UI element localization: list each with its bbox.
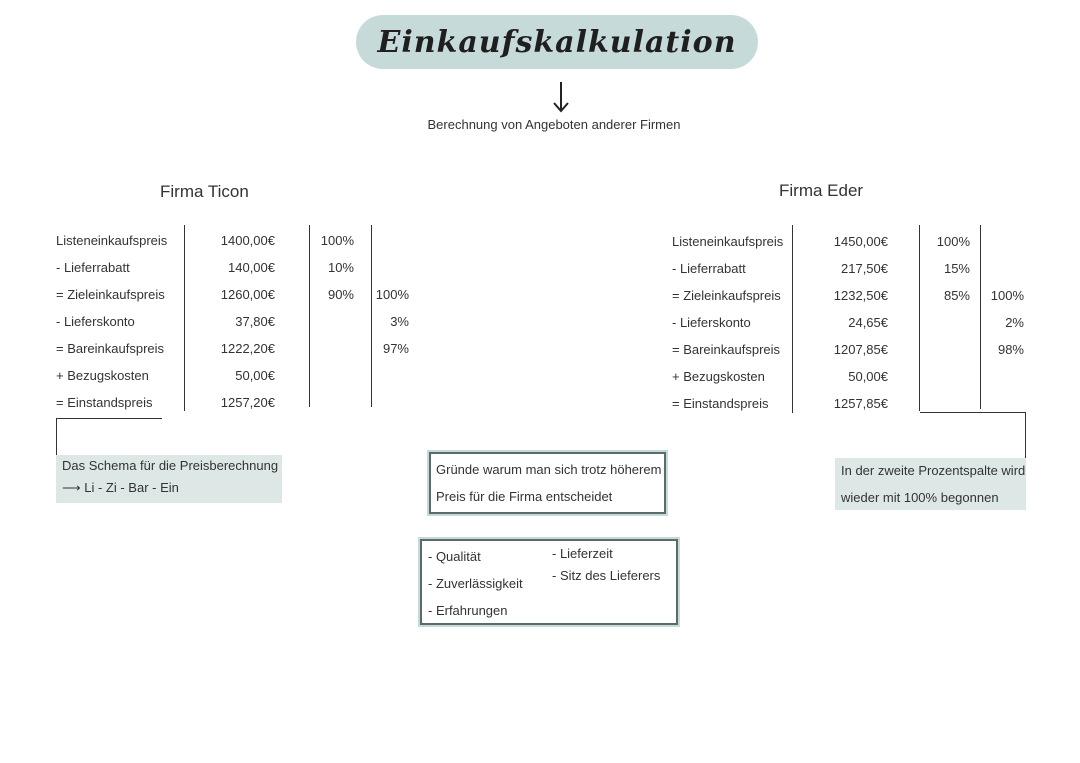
row-label: = Einstandspreis: [56, 395, 153, 410]
row-percent: 15%: [943, 261, 970, 276]
row-percent: [926, 336, 970, 363]
row-percent: [312, 308, 354, 335]
page-title: Einkaufskalkulation: [377, 24, 737, 60]
row-label: + Bezugskosten: [56, 368, 149, 383]
row-label: = Zieleinkaufspreis: [56, 287, 165, 302]
title-banner: [356, 15, 758, 69]
ticon-pct2: [372, 227, 409, 416]
row-percent: [372, 362, 409, 389]
row-label: = Bareinkaufspreis: [56, 341, 165, 356]
ticon-pct1: [312, 227, 354, 416]
row-label: Listeneinkaufspreis: [56, 233, 168, 248]
connector-line: [56, 418, 162, 419]
eder-amounts: [800, 228, 888, 417]
reasons-heading-line: Preis für die Firma entscheidet: [436, 489, 613, 504]
ticon-labels: [56, 227, 186, 416]
note-second-percent: [835, 458, 1026, 510]
row-amount: 1232,50€: [833, 288, 888, 303]
row-amount: 217,50€: [841, 261, 888, 276]
row-percent: 85%: [943, 288, 970, 303]
row-percent: [372, 389, 409, 416]
row-percent: 98%: [997, 342, 1024, 357]
list-item: - Sitz des Lieferers: [552, 568, 661, 583]
eder-pct2: [986, 228, 1024, 417]
row-amount: 1222,20€: [220, 341, 275, 356]
row-label: = Bareinkaufspreis: [672, 342, 781, 357]
ticon-amounts: [192, 227, 275, 416]
row-percent: [986, 363, 1024, 390]
list-item: - Qualität: [428, 549, 481, 564]
note-line: Das Schema für die Preisberechnung: [62, 458, 279, 473]
row-label: Listeneinkaufspreis: [672, 234, 784, 249]
row-label: - Lieferskonto: [672, 315, 751, 330]
row-percent: 10%: [327, 260, 354, 275]
reasons-list-left: [428, 543, 523, 624]
row-percent: 3%: [390, 314, 409, 329]
note-line: ⟶ Li - Zi - Bar - Ein: [62, 480, 179, 495]
table-divider: [792, 225, 793, 413]
row-amount: 1257,20€: [220, 395, 275, 410]
row-percent: [372, 254, 409, 281]
row-amount: 1207,85€: [833, 342, 888, 357]
reasons-heading-line: Gründe warum man sich trotz höherem: [436, 462, 662, 477]
list-item: - Lieferzeit: [552, 546, 613, 561]
reasons-list-box: [420, 539, 678, 625]
row-amount: 24,65€: [848, 315, 888, 330]
firm-eder-title: Firma Eder: [779, 181, 864, 200]
eder-pct1: [926, 228, 970, 417]
note-line: In der zweite Prozentspalte wird: [841, 463, 1026, 478]
row-amount: 140,00€: [228, 260, 275, 275]
table-divider: [980, 225, 981, 409]
row-amount: 50,00€: [848, 369, 888, 384]
table-divider: [371, 225, 372, 407]
row-amount: 50,00€: [235, 368, 275, 383]
row-label: + Bezugskosten: [672, 369, 765, 384]
row-percent: 100%: [320, 233, 354, 248]
row-percent: 90%: [327, 287, 354, 302]
row-percent: 100%: [990, 288, 1024, 303]
row-percent: [986, 228, 1024, 255]
row-amount: 1400,00€: [220, 233, 275, 248]
row-percent: [312, 362, 354, 389]
list-item: - Zuverlässigkeit: [428, 576, 523, 591]
note-schema: [56, 455, 282, 503]
row-label: - Lieferrabatt: [56, 260, 130, 275]
row-percent: 2%: [1005, 315, 1024, 330]
connector-line: [920, 412, 1026, 413]
eder-labels: [672, 228, 792, 417]
row-label: - Lieferrabatt: [672, 261, 746, 276]
row-percent: 100%: [375, 287, 409, 302]
reasons-heading-box: [429, 452, 666, 514]
row-amount: 37,80€: [235, 314, 275, 329]
row-amount: 1450,00€: [833, 234, 888, 249]
row-percent: [312, 389, 354, 416]
firm-ticon-title: Firma Ticon: [160, 182, 249, 201]
row-label: = Zieleinkaufspreis: [672, 288, 781, 303]
row-percent: [312, 335, 354, 362]
row-percent: 100%: [936, 234, 970, 249]
table-divider: [309, 225, 310, 407]
row-percent: [372, 227, 409, 254]
row-percent: [926, 309, 970, 336]
row-label: - Lieferskonto: [56, 314, 135, 329]
table-divider: [184, 225, 185, 411]
reasons-list-right: [552, 543, 660, 587]
arrow-down-icon: [551, 80, 571, 114]
page-subtitle: Berechnung von Angeboten anderer Firmen: [427, 117, 681, 132]
row-amount: 1260,00€: [220, 287, 275, 302]
list-item: - Erfahrungen: [428, 603, 508, 618]
table-divider: [919, 225, 920, 411]
note-line: wieder mit 100% begonnen: [841, 490, 999, 505]
row-percent: [926, 363, 970, 390]
row-percent: [986, 255, 1024, 282]
row-percent: 97%: [382, 341, 409, 356]
row-label: = Einstandspreis: [672, 396, 769, 411]
row-amount: 1257,85€: [833, 396, 888, 411]
